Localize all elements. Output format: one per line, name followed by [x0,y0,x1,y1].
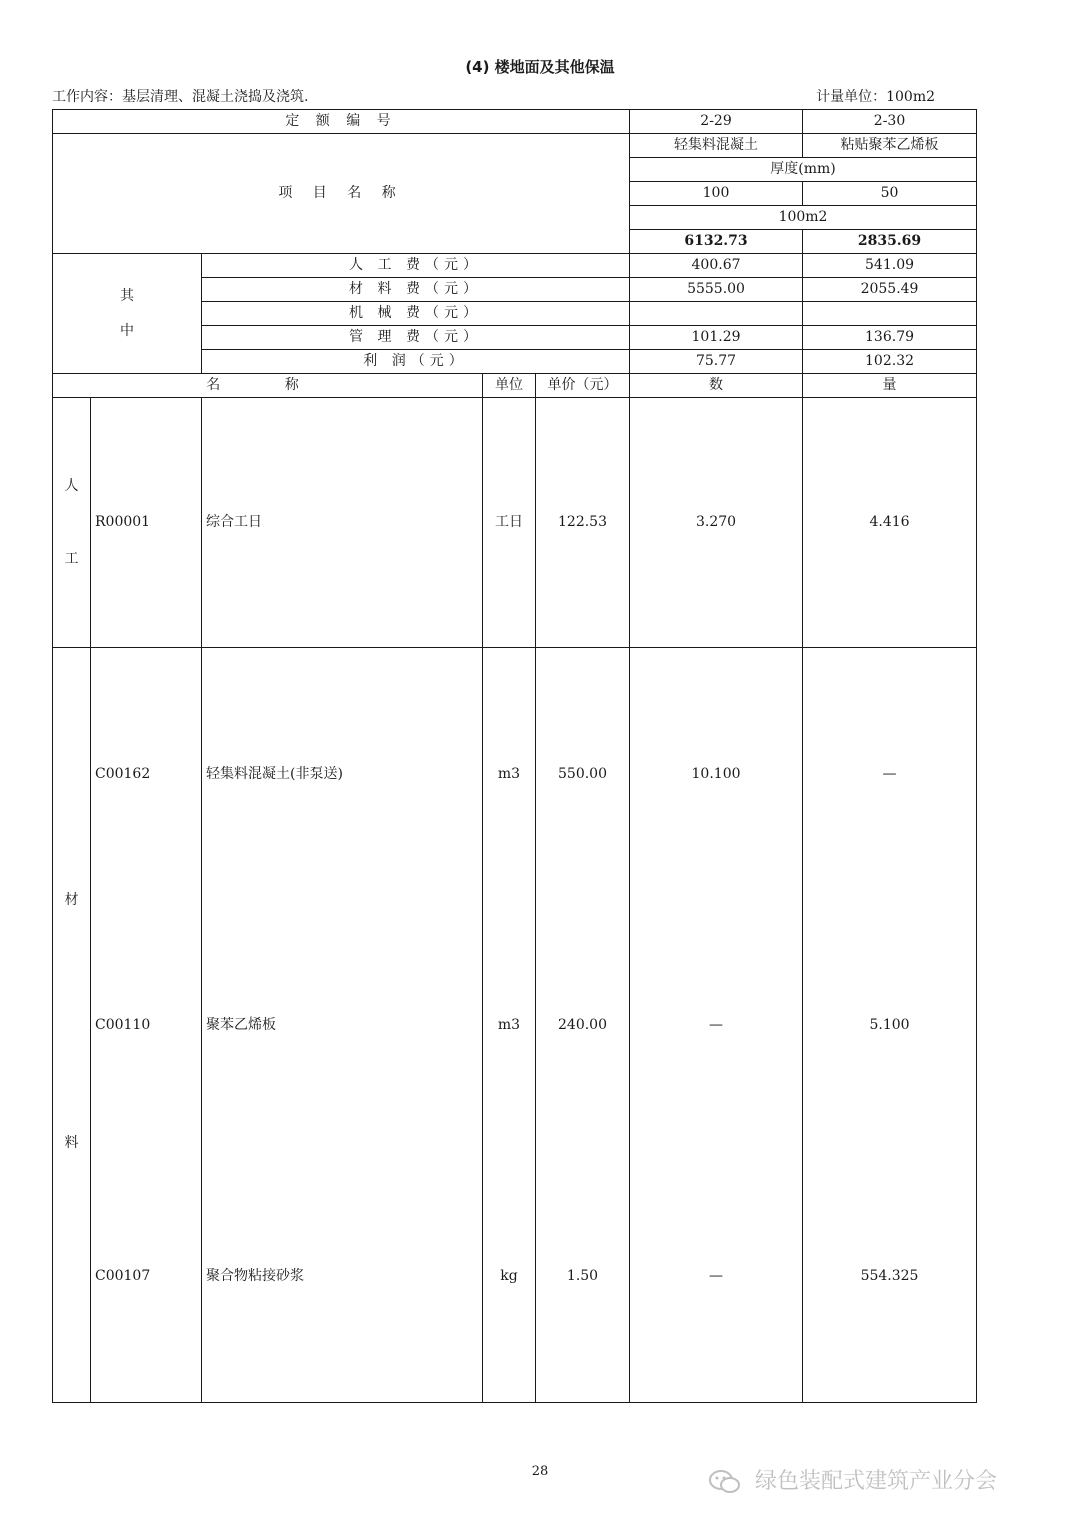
resource-name: 轻集料混凝土(非泵送) [206,766,343,782]
resource-unit: 工日 [483,398,536,648]
item-name-2: 粘贴聚苯乙烯板 [803,134,977,158]
base-price-1: 6132.73 [630,230,803,254]
resource-qty-1: 10.100 [691,766,741,782]
resource-code: R00001 [91,398,202,648]
thickness-1: 100 [630,182,803,206]
resource-unit: m3 [497,766,521,782]
resource-qty-2: — [882,766,897,782]
cost-value: 400.67 [630,254,803,278]
among-label-2: 中 [120,322,134,339]
resource-unit: m3 [497,1016,521,1033]
resource-qty-2: 554.325 [860,1267,919,1284]
page-title: (4) 楼地面及其他保温 [465,58,615,76]
resource-code: C00162 [95,766,151,782]
cost-label-machine: 机 械 费（元） [202,302,630,326]
cost-value: 541.09 [803,254,977,278]
labor-group-label [53,398,91,648]
col-header-qty-1: 数 [630,374,803,398]
thickness-2: 50 [803,182,977,206]
col-header-qty-2: 量 [803,374,977,398]
col-header-name: 名 称 [53,374,483,398]
resource-price: 1.50 [566,1267,599,1284]
measure-unit: 计量单位：100m2 [816,89,935,105]
resource-qty-2: 4.416 [803,398,977,648]
item-name-1: 轻集料混凝土 [630,134,803,158]
cost-label-management: 管 理 费（元） [202,326,630,350]
cost-value: 136.79 [803,326,977,350]
among-label-1: 其 [120,287,134,304]
resource-code: C00107 [95,1267,151,1284]
cost-value: 2055.49 [803,278,977,302]
cost-value [803,302,977,326]
page-number: 28 [531,1464,549,1479]
resource-qty-1: — [709,1267,724,1284]
quota-no-label: 定 额 编 号 [53,110,630,134]
quota-no-1: 2-29 [630,110,803,134]
resource-price: 550.00 [558,766,607,782]
resource-unit: kg [500,1267,518,1284]
resource-name-list [202,648,483,1403]
watermark [708,1464,997,1495]
material-group-char: 材 [64,892,79,908]
resource-name: 综合工日 [202,398,483,648]
resource-qty-1: 3.270 [630,398,803,648]
resource-name: 聚合物粘接砂浆 [206,1267,304,1284]
resource-qty-1: — [709,1016,724,1033]
resource-name: 聚苯乙烯板 [206,1016,276,1033]
labor-group-char: 工 [64,550,79,567]
quota-table [52,109,977,1403]
quota-no-2: 2-30 [803,110,977,134]
material-group-label [53,648,91,1403]
work-content: 工作内容：基层清理、混凝土浇捣及浇筑. [52,89,309,105]
cost-value: 5555.00 [630,278,803,302]
among-label [53,254,202,374]
resource-qty-2: 5.100 [869,1016,910,1033]
col-header-price: 单价（元） [536,374,630,398]
labor-group-char: 人 [64,477,79,494]
material-group-char: 料 [64,1134,79,1151]
wechat-icon [708,1469,742,1495]
cost-label-material: 材 料 费（元） [202,278,630,302]
cost-label-labor: 人 工 费（元） [202,254,630,278]
cost-value: 102.32 [803,350,977,374]
cost-value: 75.77 [630,350,803,374]
resource-price-list [536,648,630,1403]
resource-price: 240.00 [558,1016,607,1033]
thickness-label: 厚度(mm) [630,158,977,182]
base-price-2: 2835.69 [803,230,977,254]
cost-value: 101.29 [630,326,803,350]
cost-value [630,302,803,326]
resource-code: C00110 [95,1016,151,1033]
watermark-text: 绿色装配式建筑产业分会 [755,1469,998,1494]
item-name-label: 项 目 名 称 [53,134,630,254]
col-header-unit: 单位 [483,374,536,398]
resource-unit-list [483,648,536,1403]
cost-label-profit: 利 润（元） [202,350,630,374]
base-unit: 100m2 [630,206,977,230]
resource-qty-2-list [803,648,977,1403]
resource-code-list [91,648,202,1403]
resource-price: 122.53 [536,398,630,648]
resource-qty-1-list [630,648,803,1403]
